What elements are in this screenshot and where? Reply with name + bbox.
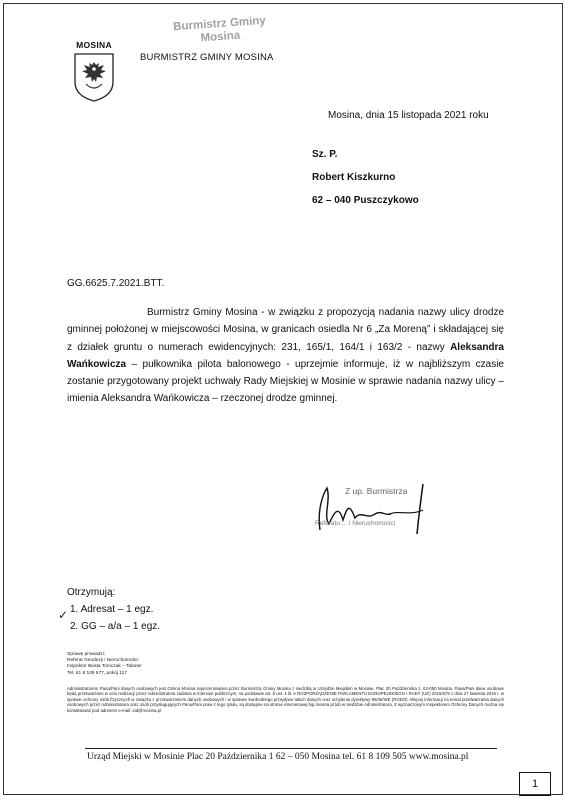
prepared-line2: Referat Geodezji i Nieruchomości (67, 658, 139, 664)
receivers-heading: Otrzymują: (67, 587, 116, 598)
footer-address: Urząd Miejski w Mosinie Plac 20 Października 1 62 – 050 Mosina tel. 61 8 109 505 www.mosina.pl (87, 752, 469, 762)
eagle-crest-icon (72, 52, 116, 102)
body-part1: Burmistrz Gminy Mosina - w związku z propozycją nadania nazwy ulicy drodze gminnej położonej w miejscowości Mosina, w granicach osiedla Nr 6 „Za Moreną” i składającej się z działek gruntu o numerach ewidencyjnych: 231, 165/1, 164/1 i 163/2 - nazwy (67, 307, 504, 353)
body-bold-name: Aleksandra Wańkowicza (67, 341, 504, 370)
prepared-line4: Tel. 61 8 109 577, pokój 117 (67, 670, 127, 676)
footer-divider (85, 748, 497, 749)
issuer-title: BURMISTRZ GMINY MOSINA (140, 52, 274, 63)
case-reference: GG.6625.7.2021.BTT. (67, 278, 165, 289)
receiver-item: 2. GG – a/a – 1 egz. (70, 621, 161, 632)
place-and-date: Mosina, dnia 15 listopada 2021 roku (328, 110, 489, 121)
signature-stamp-text: Referatu ... i Nieruchomości (315, 520, 396, 527)
check-mark-icon: ✓ (58, 608, 69, 622)
letter-body (67, 304, 504, 408)
recipient-salutation: Sz. P. (312, 149, 338, 160)
stamp-line1: Burmistrz Gminy (172, 14, 267, 34)
body-part2: – pułkownika pilota balonowego - uprzejmie informuje, iż w najbliższym czasie zostanie przygotowany projekt uchwały Rady Miejskiej w Mosinie w sprawie nadania nazwy ulicy – imienia Aleksandra Wańkowicza – rzeczonej drodze gminnej. (67, 358, 504, 405)
coat-of-arms (70, 40, 118, 107)
recipient-block (312, 148, 419, 217)
recipient-name: Robert Kiszkurno (312, 172, 396, 183)
prepared-line3: Inspektor Beata Tomczak – Talaner (67, 664, 142, 670)
recipient-address: 62 – 040 Puszczykowo (312, 195, 419, 206)
page-number: 1 (519, 772, 551, 796)
case-handler-info (67, 652, 142, 677)
receivers-list (58, 584, 161, 635)
receiver-item: 1. Adresat – 1 egz. (70, 604, 154, 615)
prepared-line1: Sprawę prowadzi: (67, 652, 106, 657)
signature-stamp (305, 480, 455, 540)
crest-label: MOSINA (76, 40, 112, 50)
stamp-line2: Mosina (200, 29, 241, 45)
signature-caption: Z up. Burmistrza (345, 486, 408, 496)
gdpr-notice: Administratorem Pana/Pani danych osobowych jest Gmina Mosina reprezentowana przez Burmistrza Gminy Mosina z siedzibą w Urzędzie Miejskim w Mosinie, Plac 20 Października 1, 62-050 Mosina. Pana/Pani dane osobowe będą przetwarzane w celu realizacji przez Administratora zadania w interesie publicznym, na podstawie art. 6 ust. 1 lit. e ROZPORZĄDZENIE PARLAMENTU EUROPEJSKIEGO I RADY (UE) 2016/679 z dnia 27 kwietnia 2016 r. w sprawie ochrony osób fizycznych w związku z przetwarzaniem danych osobowych i w sprawie swobodnego przepływu takich danych oraz uchylenia dyrektywy 95/46/WE (RODO). Więcej informacji na temat przetwarzania danych osobowych przez Administratora oraz osób przysługujących Panu/Pani praw z tego tytułu, są dostępne na stronie internetowej bip.mosina.pl lub w siedzibie Administratora. Z wyznaczonym Inspektorem Ochrony Danych można się kontaktować pod adresem e-mail: iod@mosina.pl (67, 686, 504, 713)
